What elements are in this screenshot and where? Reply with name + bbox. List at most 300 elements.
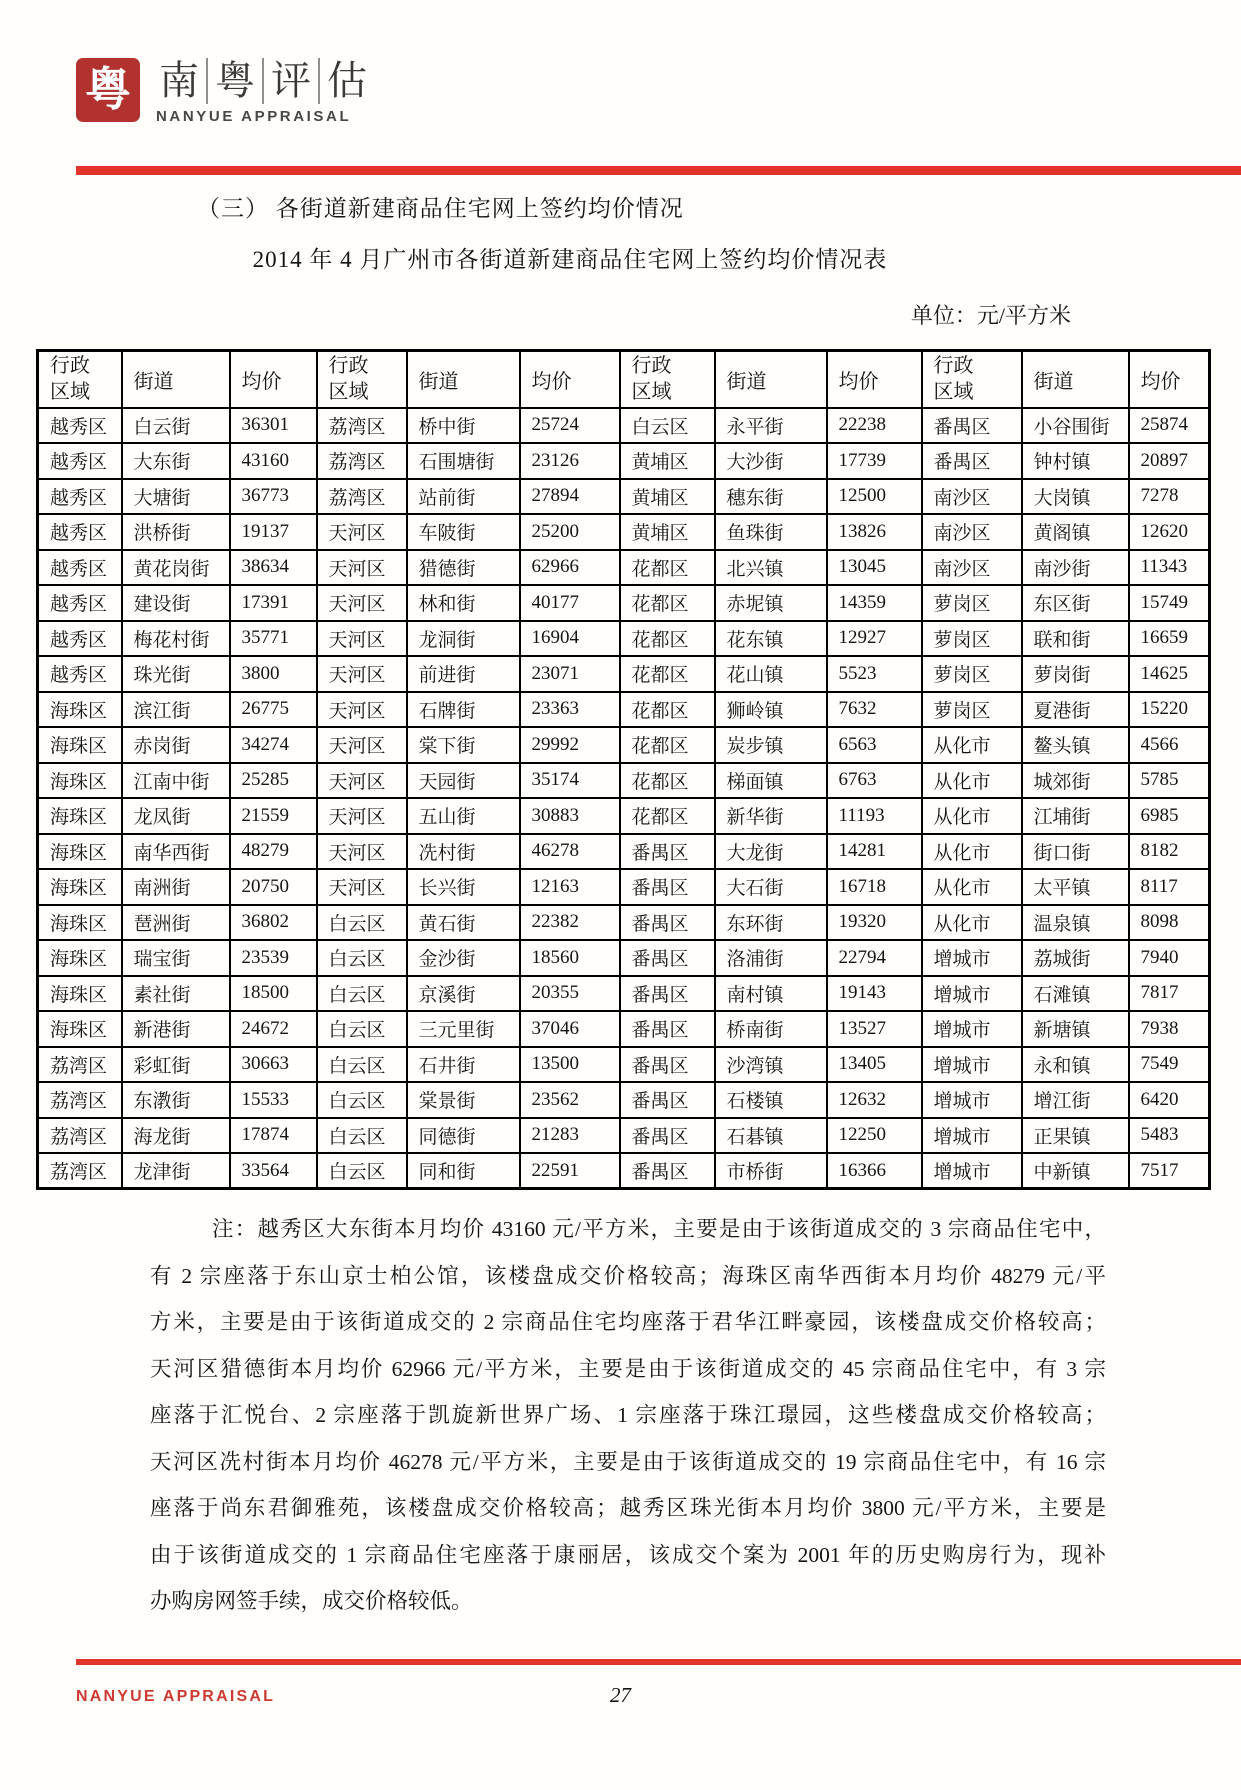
street-cell: 前进街 [407, 656, 520, 692]
street-cell: 东环街 [715, 905, 827, 941]
street-cell: 琶洲街 [122, 905, 230, 941]
price-cell: 15220 [1129, 692, 1210, 728]
district-cell: 从化市 [922, 798, 1022, 834]
price-cell: 7938 [1129, 1011, 1210, 1047]
district-cell: 越秀区 [38, 408, 122, 444]
price-header-cell: 均价 [230, 351, 317, 408]
district-cell: 从化市 [922, 727, 1022, 763]
table-row [38, 656, 1210, 692]
table-row [38, 621, 1210, 657]
street-cell: 钟村镇 [1022, 443, 1129, 479]
price-cell: 8117 [1129, 869, 1210, 905]
district-cell: 天河区 [317, 656, 407, 692]
section-title: （三） 各街道新建商品住宅网上签约均价情况 [197, 196, 684, 221]
district-cell: 增城市 [922, 1011, 1022, 1047]
note-line: 座落于尚东君御雅苑，该楼盘成交价格较高；越秀区珠光街本月均价 3800 元/平方米，主要是 [150, 1496, 1106, 1520]
street-cell: 站前街 [407, 479, 520, 515]
table-row [38, 408, 1210, 444]
price-cell: 18560 [520, 940, 620, 976]
street-cell: 联和街 [1022, 621, 1129, 657]
price-cell: 21559 [230, 798, 317, 834]
price-cell: 13527 [827, 1011, 922, 1047]
price-cell: 24672 [230, 1011, 317, 1047]
note-line: 有 2 宗座落于东山京士柏公馆，该楼盘成交价格较高；海珠区南华西街本月均价 48279 元/平 [150, 1263, 1106, 1288]
page-number: 27 [610, 1683, 631, 1707]
district-cell: 番禺区 [620, 1047, 715, 1083]
district-cell: 天河区 [317, 727, 407, 763]
district-cell: 增城市 [922, 1082, 1022, 1118]
price-cell: 22794 [827, 940, 922, 976]
price-cell: 26775 [230, 692, 317, 728]
street-cell: 萝岗街 [1022, 656, 1129, 692]
table-row [38, 869, 1210, 905]
street-cell: 新港街 [122, 1011, 230, 1047]
price-cell: 6763 [827, 763, 922, 799]
street-cell: 冼村街 [407, 834, 520, 870]
district-cell: 从化市 [922, 905, 1022, 941]
street-cell: 市桥街 [715, 1153, 827, 1189]
note-line: 座落于汇悦台、2 宗座落于凯旋新世界广场、1 宗座落于珠江璟园，这些楼盘成交价格较高； [150, 1403, 1106, 1427]
header-row [38, 351, 1210, 408]
street-cell: 大塘街 [122, 479, 230, 515]
street-cell: 南村镇 [715, 976, 827, 1012]
district-cell: 白云区 [317, 1118, 407, 1154]
price-cell: 25285 [230, 763, 317, 799]
table-row [38, 1047, 1210, 1083]
price-cell: 5483 [1129, 1118, 1210, 1154]
district-cell: 越秀区 [38, 621, 122, 657]
street-cell: 正果镇 [1022, 1118, 1129, 1154]
price-cell: 15533 [230, 1082, 317, 1118]
table-row [38, 550, 1210, 586]
price-cell: 19137 [230, 514, 317, 550]
district-header-cell: 行政区域 [38, 351, 122, 408]
price-cell: 36301 [230, 408, 317, 444]
price-cell: 7940 [1129, 940, 1210, 976]
street-cell: 梅花村街 [122, 621, 230, 657]
district-cell: 南沙区 [922, 550, 1022, 586]
price-cell: 7632 [827, 692, 922, 728]
table-row [38, 727, 1210, 763]
street-cell: 三元里街 [407, 1011, 520, 1047]
header-rule [76, 166, 1241, 175]
district-cell: 天河区 [317, 550, 407, 586]
price-cell: 3800 [230, 656, 317, 692]
price-cell: 14625 [1129, 656, 1210, 692]
district-cell: 增城市 [922, 1118, 1022, 1154]
price-cell: 17391 [230, 585, 317, 621]
street-cell: 天园街 [407, 763, 520, 799]
note-line: 天河区冼村街本月均价 46278 元/平方米，主要是由于该街道成交的 19 宗商品住宅中，有 16 宗 [150, 1449, 1106, 1474]
district-cell: 番禺区 [620, 1153, 715, 1189]
price-cell: 30663 [230, 1047, 317, 1083]
street-cell: 洛浦街 [715, 940, 827, 976]
price-cell: 7278 [1129, 479, 1210, 515]
street-cell: 素社街 [122, 976, 230, 1012]
street-cell: 东区街 [1022, 585, 1129, 621]
district-cell: 海珠区 [38, 834, 122, 870]
street-cell: 五山街 [407, 798, 520, 834]
street-cell: 江埔街 [1022, 798, 1129, 834]
district-cell: 白云区 [317, 905, 407, 941]
district-cell: 萝岗区 [922, 585, 1022, 621]
street-cell: 石滩镇 [1022, 976, 1129, 1012]
logo-brand-cn [152, 58, 374, 104]
street-cell: 南洲街 [122, 869, 230, 905]
price-cell: 29992 [520, 727, 620, 763]
street-cell: 黄石街 [407, 905, 520, 941]
street-cell: 同德街 [407, 1118, 520, 1154]
street-cell: 南华西街 [122, 834, 230, 870]
table-row [38, 443, 1210, 479]
street-header-cell: 街道 [122, 351, 230, 408]
price-cell: 6985 [1129, 798, 1210, 834]
district-cell: 番禺区 [922, 443, 1022, 479]
street-header-cell: 街道 [407, 351, 520, 408]
note-line: 方米，主要是由于该街道成交的 2 宗商品住宅均座落于君华江畔豪园，该楼盘成交价格较高； [150, 1310, 1106, 1334]
district-cell: 越秀区 [38, 479, 122, 515]
logo-brand-char: 粤 [206, 58, 262, 104]
price-cell: 23562 [520, 1082, 620, 1118]
street-cell: 鳌头镇 [1022, 727, 1129, 763]
price-cell: 4566 [1129, 727, 1210, 763]
district-cell: 番禺区 [620, 976, 715, 1012]
street-cell: 棠景街 [407, 1082, 520, 1118]
district-cell: 黄埔区 [620, 514, 715, 550]
district-cell: 萝岗区 [922, 692, 1022, 728]
district-header-cell: 行政区域 [922, 351, 1022, 408]
street-cell: 白云街 [122, 408, 230, 444]
footer-rule [76, 1659, 1241, 1665]
street-cell: 猎德街 [407, 550, 520, 586]
district-cell: 白云区 [317, 1082, 407, 1118]
district-cell: 天河区 [317, 869, 407, 905]
district-cell: 白云区 [620, 408, 715, 444]
district-cell: 海珠区 [38, 727, 122, 763]
district-header-cell: 行政区域 [620, 351, 715, 408]
street-cell: 建设街 [122, 585, 230, 621]
unit-label: 单位：元/平方米 [910, 303, 1071, 328]
logo-brand-char: 南 [159, 58, 199, 103]
district-cell: 花都区 [620, 798, 715, 834]
district-cell: 花都区 [620, 585, 715, 621]
district-cell: 荔湾区 [317, 408, 407, 444]
price-cell: 6420 [1129, 1082, 1210, 1118]
district-cell: 花都区 [620, 621, 715, 657]
street-cell: 新塘镇 [1022, 1011, 1129, 1047]
price-cell: 13500 [520, 1047, 620, 1083]
price-cell: 13405 [827, 1047, 922, 1083]
district-cell: 南沙区 [922, 514, 1022, 550]
district-cell: 海珠区 [38, 869, 122, 905]
street-cell: 街口街 [1022, 834, 1129, 870]
price-header-cell: 均价 [520, 351, 620, 408]
district-cell: 海珠区 [38, 692, 122, 728]
price-cell: 33564 [230, 1153, 317, 1189]
logo-brand-char: 评 [262, 58, 318, 104]
price-header-cell: 均价 [1129, 351, 1210, 408]
price-cell: 27894 [520, 479, 620, 515]
note-line: 办购房网签手续，成交价格较低。 [150, 1589, 473, 1613]
street-cell: 穗东街 [715, 479, 827, 515]
street-cell: 赤坭镇 [715, 585, 827, 621]
price-cell: 22238 [827, 408, 922, 444]
district-header-cell: 行政区域 [317, 351, 407, 408]
price-cell: 38634 [230, 550, 317, 586]
district-cell: 天河区 [317, 834, 407, 870]
street-cell: 大岗镇 [1022, 479, 1129, 515]
price-cell: 12927 [827, 621, 922, 657]
district-cell: 番禺区 [620, 905, 715, 941]
logo-brand-en: NANYUE APPRAISAL [156, 108, 352, 125]
price-cell: 40177 [520, 585, 620, 621]
price-cell: 35771 [230, 621, 317, 657]
street-cell: 海龙街 [122, 1118, 230, 1154]
price-cell: 19143 [827, 976, 922, 1012]
table-header-row [38, 351, 1210, 408]
street-cell: 夏港街 [1022, 692, 1129, 728]
street-cell: 增江街 [1022, 1082, 1129, 1118]
price-cell: 37046 [520, 1011, 620, 1047]
district-cell: 白云区 [317, 1011, 407, 1047]
street-cell: 同和街 [407, 1153, 520, 1189]
street-header-cell: 街道 [1022, 351, 1129, 408]
price-cell: 11343 [1129, 550, 1210, 586]
price-cell: 36802 [230, 905, 317, 941]
district-cell: 越秀区 [38, 585, 122, 621]
street-cell: 花山镇 [715, 656, 827, 692]
street-cell: 石碁镇 [715, 1118, 827, 1154]
price-cell: 20750 [230, 869, 317, 905]
street-cell: 石围塘街 [407, 443, 520, 479]
price-cell: 18500 [230, 976, 317, 1012]
street-cell: 洪桥街 [122, 514, 230, 550]
district-cell: 天河区 [317, 514, 407, 550]
price-cell: 13045 [827, 550, 922, 586]
street-cell: 永平街 [715, 408, 827, 444]
district-cell: 天河区 [317, 763, 407, 799]
street-cell: 沙湾镇 [715, 1047, 827, 1083]
district-cell: 萝岗区 [922, 656, 1022, 692]
logo-seal-char: 粤 [85, 64, 131, 115]
price-cell: 13826 [827, 514, 922, 550]
price-cell: 5785 [1129, 763, 1210, 799]
street-cell: 珠光街 [122, 656, 230, 692]
price-cell: 12250 [827, 1118, 922, 1154]
district-cell: 花都区 [620, 550, 715, 586]
street-cell: 大龙街 [715, 834, 827, 870]
street-cell: 鱼珠街 [715, 514, 827, 550]
district-cell: 黄埔区 [620, 443, 715, 479]
street-cell: 龙凤街 [122, 798, 230, 834]
price-cell: 23071 [520, 656, 620, 692]
price-cell: 12500 [827, 479, 922, 515]
price-cell: 21283 [520, 1118, 620, 1154]
price-cell: 14359 [827, 585, 922, 621]
table-body [38, 408, 1210, 1189]
street-cell: 石楼镇 [715, 1082, 827, 1118]
street-cell: 荔城街 [1022, 940, 1129, 976]
price-cell: 12620 [1129, 514, 1210, 550]
table-row [38, 834, 1210, 870]
district-cell: 海珠区 [38, 798, 122, 834]
street-cell: 太平镇 [1022, 869, 1129, 905]
district-cell: 南沙区 [922, 479, 1022, 515]
district-cell: 番禺区 [620, 869, 715, 905]
district-cell: 越秀区 [38, 656, 122, 692]
district-cell: 番禺区 [620, 1011, 715, 1047]
price-cell: 62966 [520, 550, 620, 586]
district-cell: 荔湾区 [38, 1047, 122, 1083]
street-cell: 桥中街 [407, 408, 520, 444]
street-cell: 新华街 [715, 798, 827, 834]
table-row [38, 798, 1210, 834]
street-cell: 大石街 [715, 869, 827, 905]
note-line: 天河区猎德街本月均价 62966 元/平方米，主要是由于该街道成交的 45 宗商品住宅中，有 3 宗 [150, 1356, 1106, 1381]
district-cell: 越秀区 [38, 443, 122, 479]
district-cell: 番禺区 [922, 408, 1022, 444]
district-cell: 越秀区 [38, 514, 122, 550]
price-cell: 23363 [520, 692, 620, 728]
district-cell: 增城市 [922, 976, 1022, 1012]
price-cell: 11193 [827, 798, 922, 834]
price-cell: 25874 [1129, 408, 1210, 444]
price-cell: 7549 [1129, 1047, 1210, 1083]
street-cell: 花东镇 [715, 621, 827, 657]
street-cell: 瑞宝街 [122, 940, 230, 976]
district-cell: 海珠区 [38, 905, 122, 941]
price-cell: 8182 [1129, 834, 1210, 870]
logo-seal-icon [76, 58, 140, 122]
table-row [38, 763, 1210, 799]
street-cell: 小谷围街 [1022, 408, 1129, 444]
price-header-cell: 均价 [827, 351, 922, 408]
street-cell: 永和镇 [1022, 1047, 1129, 1083]
table-row [38, 514, 1210, 550]
district-cell: 花都区 [620, 763, 715, 799]
price-cell: 14281 [827, 834, 922, 870]
logo-brand-char: 估 [318, 58, 374, 104]
price-cell: 17739 [827, 443, 922, 479]
street-cell: 石牌街 [407, 692, 520, 728]
street-cell: 东漖街 [122, 1082, 230, 1118]
street-cell: 北兴镇 [715, 550, 827, 586]
street-cell: 狮岭镇 [715, 692, 827, 728]
street-cell: 中新镇 [1022, 1153, 1129, 1189]
note-line: 注：越秀区大东街本月均价 43160 元/平方米，主要是由于该街道成交的 3 宗商品住宅中， [212, 1217, 1106, 1241]
price-cell: 48279 [230, 834, 317, 870]
district-cell: 白云区 [317, 976, 407, 1012]
price-cell: 16904 [520, 621, 620, 657]
street-cell: 城郊街 [1022, 763, 1129, 799]
district-cell: 番禺区 [620, 834, 715, 870]
street-cell: 龙洞街 [407, 621, 520, 657]
district-cell: 番禺区 [620, 940, 715, 976]
street-cell: 温泉镇 [1022, 905, 1129, 941]
street-cell: 石井街 [407, 1047, 520, 1083]
district-cell: 从化市 [922, 869, 1022, 905]
district-cell: 增城市 [922, 940, 1022, 976]
price-cell: 25200 [520, 514, 620, 550]
district-cell: 荔湾区 [38, 1153, 122, 1189]
street-cell: 梯面镇 [715, 763, 827, 799]
district-cell: 荔湾区 [38, 1082, 122, 1118]
district-cell: 天河区 [317, 692, 407, 728]
table-row [38, 479, 1210, 515]
price-cell: 7817 [1129, 976, 1210, 1012]
district-cell: 番禺区 [620, 1082, 715, 1118]
price-cell: 15749 [1129, 585, 1210, 621]
street-cell: 车陂街 [407, 514, 520, 550]
street-cell: 大沙街 [715, 443, 827, 479]
district-cell: 海珠区 [38, 1011, 122, 1047]
street-cell: 南沙街 [1022, 550, 1129, 586]
table-row [38, 940, 1210, 976]
price-cell: 12632 [827, 1082, 922, 1118]
price-cell: 36773 [230, 479, 317, 515]
price-cell: 35174 [520, 763, 620, 799]
price-cell: 7517 [1129, 1153, 1210, 1189]
street-cell: 黄阁镇 [1022, 514, 1129, 550]
price-cell: 43160 [230, 443, 317, 479]
district-cell: 花都区 [620, 692, 715, 728]
table-row [38, 1011, 1210, 1047]
price-cell: 6563 [827, 727, 922, 763]
district-cell: 黄埔区 [620, 479, 715, 515]
table-row [38, 1118, 1210, 1154]
price-cell: 17874 [230, 1118, 317, 1154]
price-cell: 12163 [520, 869, 620, 905]
table-row [38, 905, 1210, 941]
district-cell: 白云区 [317, 1047, 407, 1083]
price-cell: 34274 [230, 727, 317, 763]
street-header-cell: 街道 [715, 351, 827, 408]
price-cell: 16366 [827, 1153, 922, 1189]
table-row [38, 585, 1210, 621]
district-cell: 天河区 [317, 798, 407, 834]
price-cell: 25724 [520, 408, 620, 444]
price-cell: 19320 [827, 905, 922, 941]
district-cell: 增城市 [922, 1153, 1022, 1189]
district-cell: 荔湾区 [38, 1118, 122, 1154]
district-cell: 从化市 [922, 763, 1022, 799]
district-cell: 天河区 [317, 585, 407, 621]
district-cell: 番禺区 [620, 1118, 715, 1154]
street-cell: 江南中街 [122, 763, 230, 799]
price-cell: 20355 [520, 976, 620, 1012]
street-cell: 京溪街 [407, 976, 520, 1012]
price-cell: 23539 [230, 940, 317, 976]
price-cell: 16718 [827, 869, 922, 905]
street-cell: 棠下街 [407, 727, 520, 763]
street-cell: 滨江街 [122, 692, 230, 728]
district-cell: 荔湾区 [317, 479, 407, 515]
district-cell: 白云区 [317, 1153, 407, 1189]
district-cell: 白云区 [317, 940, 407, 976]
street-cell: 彩虹街 [122, 1047, 230, 1083]
district-cell: 萝岗区 [922, 621, 1022, 657]
district-cell: 花都区 [620, 727, 715, 763]
district-cell: 天河区 [317, 621, 407, 657]
district-cell: 荔湾区 [317, 443, 407, 479]
note-line: 由于该街道成交的 1 宗商品住宅座落于康丽居，该成交个案为 2001 年的历史购房行为，现补 [150, 1542, 1106, 1567]
district-cell: 花都区 [620, 656, 715, 692]
price-cell: 5523 [827, 656, 922, 692]
street-cell: 大东街 [122, 443, 230, 479]
district-cell: 越秀区 [38, 550, 122, 586]
price-cell: 30883 [520, 798, 620, 834]
table-row [38, 1153, 1210, 1189]
